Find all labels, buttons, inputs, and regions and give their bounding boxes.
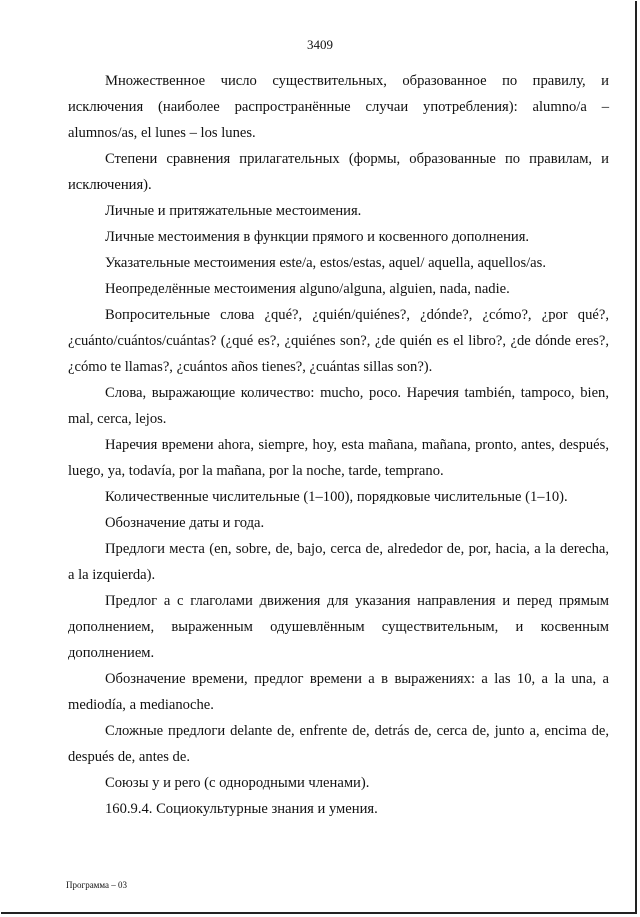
paragraph-conjunctions: Союзы y и pero (с однородными членами).: [105, 775, 370, 791]
document-body: [68, 68, 609, 822]
paragraph-dates: Обозначение даты и года.: [105, 515, 265, 531]
paragraph-indefinite-pronouns: Неопределённые местоимения alguno/alguna, alguien, nada, nadie.: [105, 281, 510, 297]
paragraph-compound-prepositions: Сложные предлоги delante de, enfrente de, detrás de, cerca de, junto a, encima de, después de, antes de.: [68, 723, 609, 765]
paragraph-telling-time: Обозначение времени, предлог времени a в выражениях: a las 10, a la una, a mediodía, a medianoche.: [68, 671, 609, 713]
paragraph-personal-pronouns: Личные и притяжательные местоимения.: [105, 203, 362, 219]
paragraph-quantity-words: Слова, выражающие количество: mucho, poco. Наречия también, tampoco, bien, mal, cerca, lejos.: [68, 385, 609, 427]
paragraph-object-pronouns: Личные местоимения в функции прямого и косвенного дополнения.: [105, 229, 530, 245]
paragraph-numerals: Количественные числительные (1–100), порядковые числительные (1–10).: [105, 489, 568, 505]
page-number: 3409: [307, 37, 333, 52]
paragraph-demonstrative-pronouns: Указательные местоимения este/a, estos/estas, aquel/ aquella, aquellos/as.: [105, 255, 546, 271]
paragraph-time-adverbs: Наречия времени ahora, siempre, hoy, esta mañana, mañana, pronto, antes, después, luego, ya, todavía, por la mañana, por la noche, tarde, temprano.: [68, 437, 609, 479]
page-footer: Программа – 03: [66, 880, 128, 890]
paragraph-preposition-a: Предлог a с глаголами движения для указания направления и перед прямым дополнением, выраженным одушевлённым существительным, и косвенным дополнением.: [68, 593, 609, 661]
paragraph-adjective-degrees: Степени сравнения прилагательных (формы, образованные по правилам, и исключения).: [68, 151, 609, 193]
paragraph-place-prepositions: Предлоги места (en, sobre, de, bajo, cerca de, alrededor de, por, hacia, a la derecha, a la izquierda).: [68, 541, 609, 583]
section-heading-sociocultural: 160.9.4. Социокультурные знания и умения.: [105, 801, 378, 817]
paragraph-question-words: Вопросительные слова ¿qué?, ¿quién/quiénes?, ¿dónde?, ¿cómo?, ¿por qué?, ¿cuánto/cuántos/cuántas? (¿qué es?, ¿quiénes son?, ¿de quién es el libro?, ¿de dónde eres?, ¿cómo te llamas?, ¿cuántos años tienes?, ¿cuántas sillas son?).: [68, 307, 609, 375]
paragraph-plural-nouns: Множественное число существительных, образованное по правилу, и исключения (наиболее распространённые случаи употребления): alumno/a – alumnos/as, el lunes – los lunes.: [68, 73, 609, 141]
